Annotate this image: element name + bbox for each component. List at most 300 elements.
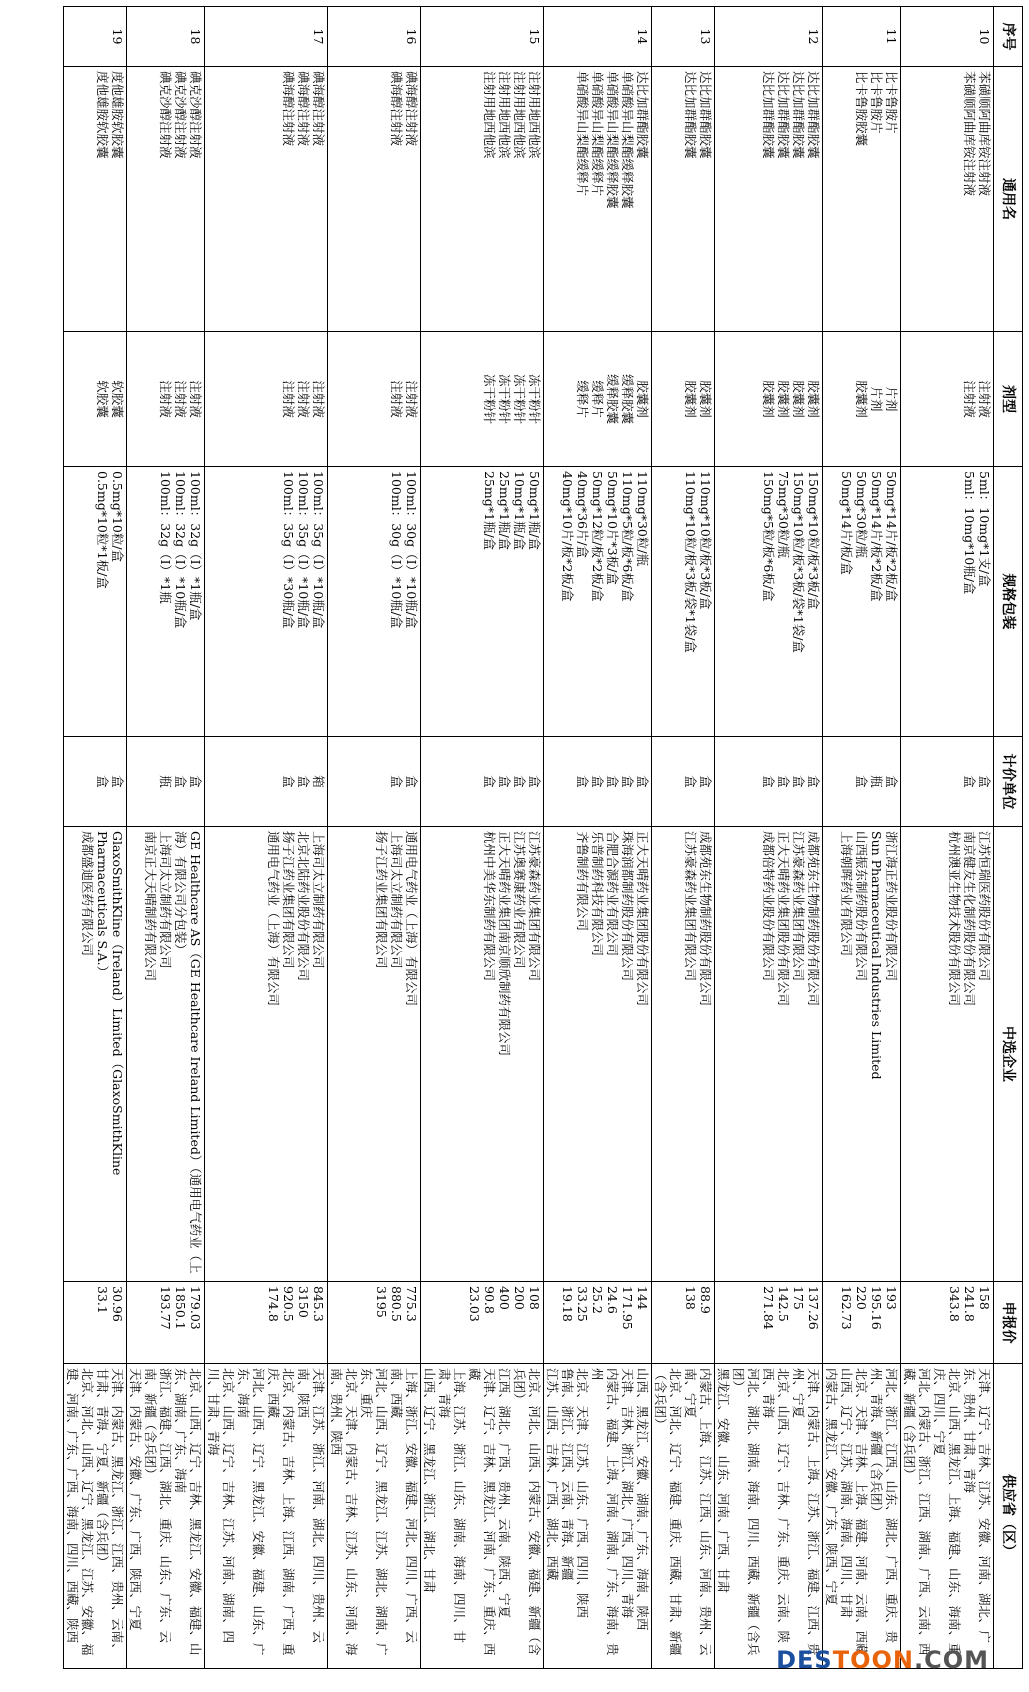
- table-row: [652, 7, 715, 1669]
- cell-provinces-line: 河北、山西、辽宁、黑龙江、江苏、湖北、湖南、广东、重庆: [359, 1368, 389, 1656]
- cell-provinces: [328, 1364, 421, 1669]
- cell-provinces-line: 天津、内蒙古、黑龙江、浙江、江西、贵州、云南、甘肃、青海、宁夏、新疆（含兵团）: [95, 1368, 125, 1656]
- cell-provinces: [127, 1364, 205, 1669]
- cell-name-line: 达比加群酯胶囊: [791, 71, 806, 159]
- header-name: 通用名: [994, 67, 1023, 332]
- cell-name: [652, 67, 715, 332]
- cell-company-line: 珠海润都制药股份有限公司: [620, 831, 635, 982]
- cell-name-line: 达比加群酯胶囊: [635, 71, 650, 159]
- cell-name-line: 达比加群酯胶囊: [761, 71, 776, 159]
- cell-form-line: 软胶囊: [110, 380, 125, 418]
- header-no: 序号: [994, 7, 1023, 67]
- cell-spec-line: 50mg*30粒/瓶: [854, 471, 869, 559]
- cell-company-line: 扬子江药业集团有限公司: [281, 831, 296, 969]
- cell-company: [652, 827, 715, 1282]
- cell-spec-line: 110mg*10粒/板*3板/盒: [698, 471, 713, 610]
- cell-unit-line: 盒: [698, 775, 713, 788]
- cell-unit-line: 盒: [620, 775, 635, 788]
- cell-no: 17: [205, 7, 328, 67]
- cell-form: [127, 332, 205, 467]
- cell-price-line: 271.84: [761, 1286, 776, 1330]
- cell-unit: [715, 737, 823, 827]
- cell-provinces-line: 天津、江苏、浙江、河南、湖北、四川、贵州、云南、陕西: [296, 1368, 326, 1644]
- cell-form-line: 胶囊剂: [635, 380, 650, 418]
- cell-unit: [127, 737, 205, 827]
- cell-spec-line: 100ml：32g（I）*1瓶/盒: [188, 471, 203, 621]
- cell-form: [823, 332, 901, 467]
- cell-price-line: 144: [635, 1286, 650, 1310]
- cell-provinces-line: 山西、辽宁、黑龙江、浙江、湖北、甘肃: [422, 1368, 437, 1594]
- cell-name-line: 注射用地西他滨: [527, 71, 542, 159]
- table-row: [127, 7, 205, 1669]
- cell-unit: [544, 737, 652, 827]
- cell-company-line: 江苏豪森药业集团有限公司: [683, 831, 698, 982]
- cell-name-line: 单硝酸异山梨酯缓释胶囊: [620, 71, 635, 209]
- cell-company-line: 成都倍特药业股份有限公司: [761, 831, 776, 982]
- cell-name-line: 度他雄胺软胶囊: [110, 71, 125, 159]
- cell-spec-line: 5ml：10mg*10瓶/盒: [962, 471, 977, 595]
- cell-price-line: 162.73: [839, 1286, 854, 1330]
- cell-unit-line: 盒: [389, 775, 404, 788]
- cell-price-line: 845.3: [311, 1286, 326, 1322]
- cell-company-line: 成都盛迪医药有限公司: [80, 831, 95, 957]
- cell-name-line: 达比加群酯胶囊: [776, 71, 791, 159]
- header-provinces: 供应省（区）: [994, 1364, 1023, 1669]
- cell-provinces: [823, 1364, 901, 1669]
- cell-name-line: 单硝酸异山梨酯缓释片: [590, 71, 605, 197]
- cell-provinces-line: 北京、山西、辽宁、吉林、广东、重庆、云南、陕西、青海: [761, 1368, 791, 1644]
- cell-name: [901, 67, 994, 332]
- cell-company-line: 江苏豪森药业集团有限公司: [527, 831, 542, 982]
- cell-spec-line: 110mg*5粒/板*6板/盒: [620, 471, 635, 602]
- cell-provinces-line: 天津、内蒙古、安徽、广东、广西、陕西、宁夏: [128, 1368, 143, 1631]
- cell-spec: [715, 467, 823, 737]
- cell-unit-line: 盒: [512, 775, 527, 788]
- cell-spec-line: 50mg*14片/板*2板/盒: [869, 471, 884, 602]
- cell-form-line: 片剂: [869, 386, 884, 412]
- cell-provinces-line: 北京、河北、辽宁、福建、重庆、西藏、甘肃、新疆（含兵团）: [653, 1368, 683, 1656]
- cell-provinces-line: 河北、内蒙古、浙江、江西、湖南、广西、云南、西藏、新疆（含兵团）: [902, 1368, 932, 1656]
- cell-price: [544, 1282, 652, 1364]
- cell-unit-line: 盒: [806, 775, 821, 788]
- cell-provinces: [544, 1364, 652, 1669]
- cell-spec-line: 150mg*5粒/板*6板/盒: [761, 471, 776, 602]
- cell-name: [421, 67, 544, 332]
- cell-price: [652, 1282, 715, 1364]
- cell-company: [544, 827, 652, 1282]
- cell-company-line: 正大天晴药业集团股份有限公司: [635, 831, 650, 1007]
- cell-price-line: 108: [527, 1286, 542, 1310]
- cell-form-line: 胶囊剂: [854, 380, 869, 418]
- cell-price-line: 142.5: [776, 1286, 791, 1322]
- cell-company-line: 南京正大天晴制药有限公司: [143, 831, 158, 982]
- cell-provinces-line: 江西、湖北、广西、贵州、云南、陕西、宁夏: [497, 1368, 512, 1619]
- cell-name-line: 苯磺顺阿曲库铵注射液: [977, 71, 992, 197]
- cell-company-line: 正大天晴药业集团南京顺欣制药有限公司: [497, 831, 512, 1057]
- cell-unit-line: 盒: [884, 775, 899, 788]
- cell-unit-line: 盒: [776, 775, 791, 788]
- cell-spec-line: 40mg*36片/盒: [575, 471, 590, 559]
- cell-provinces-line: 北京、河北、山西、辽宁、黑龙江、江苏、安徽、福建、河南、广东、广西、海南、四川、西藏、陕西: [65, 1368, 95, 1656]
- header-company: 中选企业: [994, 827, 1023, 1282]
- cell-company-line: 扬子江药业集团有限公司: [374, 831, 389, 969]
- cell-unit: [64, 737, 127, 827]
- cell-price-line: 1850.1: [173, 1286, 188, 1330]
- cell-price-line: 23.03: [467, 1286, 482, 1322]
- cell-spec-line: 0.5mg*10粒*1板/盒: [95, 471, 110, 589]
- cell-company: [64, 827, 127, 1282]
- cell-price-line: 241.8: [962, 1286, 977, 1322]
- cell-unit-line: 盒: [296, 775, 311, 788]
- site-watermark: DESTOON.COM: [776, 1646, 989, 1674]
- cell-no: 14: [544, 7, 652, 67]
- cell-company-line: 上海司太立制药有限公司: [158, 831, 173, 969]
- cell-unit-line: 盒: [110, 775, 125, 788]
- table-row: [421, 7, 544, 1669]
- cell-price-line: 3150: [296, 1286, 311, 1318]
- cell-form: [715, 332, 823, 467]
- cell-name-line: 比卡鲁胺胶囊: [854, 71, 869, 147]
- cell-name-line: 苯磺顺阿曲库铵注射液: [962, 71, 977, 197]
- cell-price: [64, 1282, 127, 1364]
- cell-provinces-line: 浙江、福建、江西、湖北、重庆、山东、广东、云南、新疆（含兵团）: [143, 1368, 173, 1644]
- cell-unit-line: 盒: [977, 775, 992, 788]
- cell-unit-line: 箱: [311, 775, 326, 788]
- cell-price-line: 24.6: [605, 1286, 620, 1314]
- cell-provinces-line: 北京、山西、辽宁、吉林、江苏、河南、湖南、四川、甘肃、青海: [206, 1368, 236, 1644]
- cell-spec-line: 100ml：35g（I）*10瓶/盒: [296, 471, 311, 629]
- cell-form: [205, 332, 328, 467]
- cell-price-line: 171.95: [620, 1286, 635, 1330]
- cell-name-line: 碘克沙醇注射液: [188, 71, 203, 159]
- cell-form-line: 缓释片: [590, 380, 605, 418]
- cell-no: 19: [64, 7, 127, 67]
- cell-spec-line: 50mg*12粒/板*2板/盒: [590, 471, 605, 602]
- cell-price-line: 880.5: [389, 1286, 404, 1322]
- cell-spec-line: 100ml：30g（I）*10瓶/盒: [389, 471, 404, 629]
- cell-name: [715, 67, 823, 332]
- cell-name: [64, 67, 127, 332]
- cell-spec-line: 50mg*14片/板/盒: [839, 471, 854, 575]
- cell-price: [823, 1282, 901, 1364]
- cell-company-line: 江苏奥赛康药业有限公司: [512, 831, 527, 969]
- cell-unit-line: 盒: [482, 775, 497, 788]
- cell-provinces-line: 北京、天津、江苏、山东、广西、四川、陕西: [575, 1368, 590, 1619]
- cell-provinces: [64, 1364, 127, 1669]
- cell-provinces-line: 山西、辽宁、江苏、湖南、海南、四川、甘肃: [839, 1368, 854, 1619]
- cell-form: [544, 332, 652, 467]
- cell-provinces-line: 北京、山西、黑龙江、上海、福建、山东、海南、重庆、四川、宁夏: [932, 1368, 962, 1656]
- cell-form: [901, 332, 994, 467]
- cell-name-line: 碘海醇注射液: [404, 71, 419, 147]
- cell-form-line: 冻干粉针: [512, 373, 527, 424]
- cell-form-line: 注射液: [188, 380, 203, 418]
- cell-unit: [421, 737, 544, 827]
- cell-unit-line: 盒: [590, 775, 605, 788]
- cell-spec: [328, 467, 421, 737]
- cell-unit-line: 盒: [761, 775, 776, 788]
- cell-price-line: 25.2: [590, 1286, 605, 1314]
- cell-price-line: 195.16: [869, 1286, 884, 1330]
- cell-provinces-line: 上海、浙江、安徽、福建、河北、四川、广西、云南、西藏: [389, 1368, 419, 1644]
- cell-provinces-line: 天津、辽宁、吉林、黑龙江、河南、广东、重庆、西藏: [467, 1368, 497, 1656]
- cell-form: [421, 332, 544, 467]
- cell-unit-line: 盒: [188, 775, 203, 788]
- cell-spec-line: 110mg*10粒/板*3板/袋*1袋/盒: [683, 471, 698, 653]
- cell-price-line: 343.8: [947, 1286, 962, 1322]
- cell-price-line: 400: [497, 1286, 512, 1310]
- cell-company-line: GE Healthcare AS（GE Healthcare Ireland Limited）（通用电气药业（上海）有限公司分包装）: [173, 831, 203, 1274]
- cell-price-line: 775.3: [404, 1286, 419, 1322]
- cell-provinces-line: 上海、江苏、浙江、山东、湖南、海南、四川、甘肃、青海: [437, 1368, 467, 1644]
- cell-company-line: 上海司太立制药有限公司: [311, 831, 326, 969]
- cell-form-line: 冻干粉针: [497, 373, 512, 424]
- cell-spec: [421, 467, 544, 737]
- cell-form-line: 缓释片: [575, 380, 590, 418]
- cell-provinces: [901, 1364, 994, 1669]
- cell-form-line: 片剂: [884, 386, 899, 412]
- cell-company: [901, 827, 994, 1282]
- cell-spec-line: 5ml：10mg*1支/盒: [977, 471, 992, 587]
- cell-name-line: 注射用地西他滨: [497, 71, 512, 159]
- cell-form-line: 注射液: [962, 380, 977, 418]
- cell-provinces-line: 河北、浙江、江西、山东、湖北、广西、重庆、贵州、青海、新疆（含兵团）: [869, 1368, 899, 1644]
- cell-company-line: 上海朝晖药业有限公司: [839, 831, 854, 957]
- cell-unit-line: 盒: [281, 775, 296, 788]
- cell-provinces-line: 北京、河北、山西、内蒙古、安徽、福建、新疆（含兵团）: [512, 1368, 542, 1656]
- cell-price-line: 193: [884, 1286, 899, 1310]
- cell-price-line: 200: [512, 1286, 527, 1310]
- cell-company-line: 乐普制药科技有限公司: [590, 831, 605, 957]
- cell-form-line: 注射液: [977, 380, 992, 418]
- cell-price-line: 33.25: [575, 1286, 590, 1322]
- cell-form-line: 胶囊剂: [776, 380, 791, 418]
- cell-provinces: [205, 1364, 328, 1669]
- cell-provinces-line: 天津、吉林、浙江、湖北、广西、四川、青海: [620, 1368, 635, 1619]
- cell-unit-line: 盒: [683, 775, 698, 788]
- cell-spec: [64, 467, 127, 737]
- cell-unit-line: 瓶: [869, 775, 884, 788]
- cell-unit: [328, 737, 421, 827]
- cell-spec-line: 50mg*1瓶/盒: [527, 471, 542, 551]
- cell-price-line: 920.5: [281, 1286, 296, 1322]
- cell-no: 13: [652, 7, 715, 67]
- cell-provinces-line: 内蒙古、黑龙江、安徽、广东、陕西、宁夏: [824, 1368, 839, 1606]
- cell-provinces-line: 北京、天津、内蒙古、吉林、江苏、山东、河南、海南、贵州、陕西: [329, 1368, 359, 1656]
- cell-price-line: 138: [683, 1286, 698, 1310]
- cell-company-line: 杭州中美华东制药有限公司: [482, 831, 497, 982]
- cell-spec-line: 50mg*10片*3板/盒: [605, 471, 620, 585]
- cell-spec-line: 25mg*1瓶/盒: [497, 471, 512, 551]
- cell-price-line: 33.1: [95, 1286, 110, 1314]
- cell-price-line: 19.18: [560, 1286, 575, 1322]
- cell-spec-line: 0.5mg*10粒/盒: [110, 471, 125, 563]
- cell-provinces-line: 河北、湖北、湖南、海南、四川、西藏、新疆（含兵团）: [731, 1368, 761, 1656]
- cell-unit-line: 盒: [173, 775, 188, 788]
- cell-spec-line: 110mg*30粒/瓶: [635, 471, 650, 567]
- cell-company-line: 齐鲁制药有限公司: [575, 831, 590, 932]
- table-row: [901, 7, 994, 1669]
- cell-company-line: 上海司太立制药有限公司: [389, 831, 404, 969]
- cell-provinces: [421, 1364, 544, 1669]
- cell-spec: [544, 467, 652, 737]
- cell-form-line: 胶囊剂: [791, 380, 806, 418]
- cell-name-line: 达比加群酯胶囊: [683, 71, 698, 159]
- cell-spec-line: 100ml：32g（I）*1瓶: [158, 471, 173, 604]
- cell-name-line: 比卡鲁胺片: [869, 71, 884, 134]
- cell-form-line: 缓释胶囊: [605, 373, 620, 424]
- cell-no: 12: [715, 7, 823, 67]
- cell-unit-line: 盒: [791, 775, 806, 788]
- cell-provinces-line: 天津、辽宁、吉林、江苏、安徽、河南、湖北、广东、贵州、甘肃、青海: [962, 1368, 992, 1644]
- cell-name-line: 碘克沙醇注射液: [158, 71, 173, 159]
- cell-price-line: 193.77: [158, 1286, 173, 1330]
- cell-form-line: 胶囊剂: [761, 380, 776, 418]
- cell-price: [715, 1282, 823, 1364]
- cell-price: [328, 1282, 421, 1364]
- table-row: [205, 7, 328, 1669]
- cell-unit-line: 盒: [497, 775, 512, 788]
- cell-company-line: 江苏恒瑞医药股份有限公司: [977, 831, 992, 982]
- cell-price-line: 88.9: [698, 1286, 713, 1314]
- cell-provinces-line: 山西、黑龙江、安徽、湖南、广东、海南、陕西: [635, 1368, 650, 1631]
- cell-price: [901, 1282, 994, 1364]
- cell-provinces-line: 江苏、山西、吉林、广西、湖北、西藏: [545, 1368, 560, 1581]
- cell-name: [544, 67, 652, 332]
- cell-name-line: 度他雄胺软胶囊: [95, 71, 110, 159]
- cell-unit-line: 盒: [527, 775, 542, 788]
- cell-spec: [127, 467, 205, 737]
- cell-company: [823, 827, 901, 1282]
- cell-name: [823, 67, 901, 332]
- cell-name-line: 碘海醇注射液: [389, 71, 404, 147]
- cell-price-line: 30.96: [110, 1286, 125, 1322]
- cell-company: [421, 827, 544, 1282]
- cell-spec-line: 10mg*1瓶/盒: [512, 471, 527, 551]
- cell-spec-line: 75mg*30粒/瓶: [776, 471, 791, 559]
- cell-name-line: 比卡鲁胺片: [884, 71, 899, 134]
- cell-spec-line: 25mg*1瓶/盒: [482, 471, 497, 551]
- cell-form-line: 胶囊剂: [698, 380, 713, 418]
- header-unit: 计价单位: [994, 737, 1023, 827]
- cell-unit-line: 盒: [854, 775, 869, 788]
- cell-price: [421, 1282, 544, 1364]
- cell-name-line: 碘克沙醇注射液: [173, 71, 188, 159]
- cell-name-line: 碘海醇注射液: [296, 71, 311, 147]
- cell-company-line: 成都苑东生物制药股份有限公司: [806, 831, 821, 1007]
- cell-provinces-line: 内蒙古、福建、上海、河南、湖南、广东、海南、贵州: [590, 1368, 620, 1656]
- cell-name-line: 单硝酸异山梨酯缓释片: [575, 71, 590, 197]
- cell-name-line: 注射用地西他滨: [482, 71, 497, 159]
- cell-company: [127, 827, 205, 1282]
- cell-price-line: 3195: [374, 1286, 389, 1318]
- cell-spec-line: 100ml：35g（I）*10瓶/盒: [311, 471, 326, 629]
- cell-price-line: 179.03: [188, 1286, 203, 1330]
- cell-name: [127, 67, 205, 332]
- cell-no: 10: [901, 7, 994, 67]
- cell-price: [127, 1282, 205, 1364]
- cell-spec-line: 150mg*10粒/板*3板/盒: [806, 471, 821, 610]
- cell-form: [328, 332, 421, 467]
- cell-provinces-line: 鲁南、浙江、江西、云南、青海、新疆: [560, 1368, 575, 1581]
- cell-name-line: 注射用地西他滨: [512, 71, 527, 159]
- cell-company-line: 山西振东制药股份有限公司: [854, 831, 869, 982]
- cell-price-line: 90.8: [482, 1286, 497, 1314]
- cell-spec: [205, 467, 328, 737]
- cell-company-line: 南京健友生化制药股份有限公司: [962, 831, 977, 1007]
- cell-form: [64, 332, 127, 467]
- cell-unit-line: 盒: [95, 775, 110, 788]
- cell-price-line: 175: [791, 1286, 806, 1310]
- cell-name: [328, 67, 421, 332]
- cell-form-line: 注射液: [311, 380, 326, 418]
- cell-company-line: 正大天晴药业集团股份有限公司: [776, 831, 791, 1007]
- cell-form-line: 胶囊剂: [683, 380, 698, 418]
- table-row: [715, 7, 823, 1669]
- cell-spec-line: 100ml：32g（I）*10瓶/盒: [173, 471, 188, 629]
- table-row: [544, 7, 652, 1669]
- cell-name-line: 单硝酸异山梨酯缓释胶囊: [605, 71, 620, 209]
- cell-name-line: 碘海醇注射液: [311, 71, 326, 147]
- table-row: [64, 7, 127, 1669]
- cell-form-line: 注射液: [173, 380, 188, 418]
- cell-form-line: 注射液: [296, 380, 311, 418]
- cell-unit-line: 盒: [575, 775, 590, 788]
- cell-name-line: 碘海醇注射液: [281, 71, 296, 147]
- cell-price: [205, 1282, 328, 1364]
- cell-unit-line: 盒: [605, 775, 620, 788]
- cell-form: [652, 332, 715, 467]
- cell-spec-line: 40mg*10片/板*2板/盒: [560, 471, 575, 602]
- cell-provinces-line: 内蒙古、上海、江苏、江西、山东、河南、贵州、云南、宁夏: [683, 1368, 713, 1656]
- cell-form-line: 注射液: [158, 380, 173, 418]
- cell-form-line: 注射液: [404, 380, 419, 418]
- cell-form-line: 注射液: [281, 380, 296, 418]
- cell-unit-line: 盒: [962, 775, 977, 788]
- cell-price-line: 220: [854, 1286, 869, 1310]
- cell-name: [205, 67, 328, 332]
- header-row: [994, 7, 1023, 1669]
- cell-unit-line: 盒: [404, 775, 419, 788]
- cell-price-line: 158: [977, 1286, 992, 1310]
- cell-provinces-line: 北京、山西、辽宁、吉林、黑龙江、安徽、福建、山东、湖南、广东、海南: [173, 1368, 203, 1656]
- cell-unit-line: 盒: [635, 775, 650, 788]
- cell-spec: [652, 467, 715, 737]
- header-price: 申报价: [994, 1282, 1023, 1364]
- cell-price-line: 174.8: [266, 1286, 281, 1322]
- cell-spec-line: 100ml：30g（I）*10瓶/盒: [404, 471, 419, 629]
- cell-company-line: 合肥合源药业有限公司: [605, 831, 620, 957]
- cell-name-line: 达比加群酯胶囊: [806, 71, 821, 159]
- cell-spec: [823, 467, 901, 737]
- cell-company-line: 通用电气药业（上海）有限公司: [404, 831, 419, 1007]
- cell-form-line: 注射液: [389, 380, 404, 418]
- cell-company-line: 北京北陆药业股份有限公司: [296, 831, 311, 982]
- cell-company-line: 浙江海正药业股份有限公司: [884, 831, 899, 982]
- cell-form-line: 冻干粉针: [482, 373, 497, 424]
- procurement-table: [63, 6, 1023, 1669]
- cell-unit: [823, 737, 901, 827]
- cell-form-line: 软胶囊: [95, 380, 110, 418]
- cell-spec: [901, 467, 994, 737]
- cell-form-line: 胶囊剂: [806, 380, 821, 418]
- header-form: 剂型: [994, 332, 1023, 467]
- cell-provinces: [652, 1364, 715, 1669]
- cell-name-line: 达比加群酯胶囊: [698, 71, 713, 159]
- cell-provinces-line: 河北、山西、辽宁、黑龙江、安徽、福建、山东、广东、海南: [236, 1368, 266, 1656]
- cell-company-line: 通用电气药业（上海）有限公司: [266, 831, 281, 1007]
- cell-no: 15: [421, 7, 544, 67]
